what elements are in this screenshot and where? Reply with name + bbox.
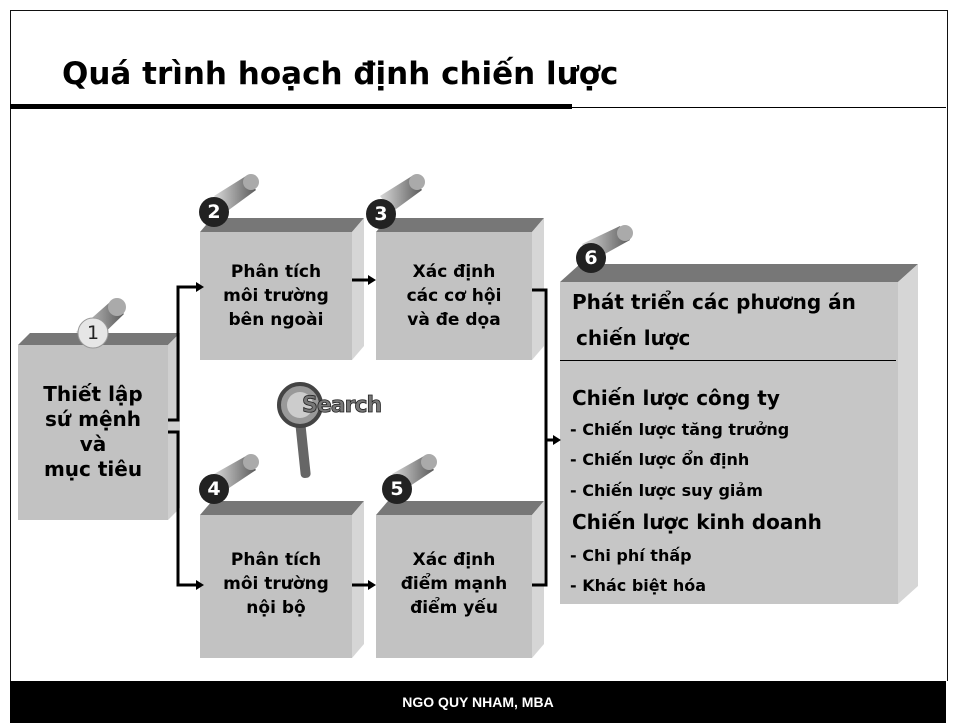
badge-number-3: 3 [374,203,388,225]
step-2-line: bên ngoài [228,310,324,330]
step-1-text [18,372,168,492]
corporate-strategy-item: - Chiến lược tăng trưởng [570,420,790,439]
step-1-line: sứ mệnh [45,407,141,431]
step-6-text [562,282,898,604]
step-3-line: Xác định [412,262,496,282]
step-6-heading-line-2: chiến lược [576,326,691,350]
step-5-line: điểm mạnh [400,574,508,594]
step-1-line: mục tiêu [43,457,143,481]
badge-number-2: 2 [207,201,221,223]
step-5-line: điểm yếu [410,598,498,618]
step-2-line: Phân tích [230,262,322,282]
step-5-text [376,542,532,626]
step-4-line: Phân tích [230,550,322,570]
badge-number-5: 5 [390,478,404,500]
corporate-strategy-item: - Chiến lược ổn định [570,450,750,469]
badge-number-1: 1 [86,322,100,344]
business-strategy-item: - Khác biệt hóa [570,576,707,595]
step-3-line: và đe dọa [407,310,501,330]
step-2-text [200,254,352,338]
slide-footer: NGO QUY NHAM, MBA [10,681,946,723]
badge-number-4: 4 [207,478,221,500]
step-4-text [200,542,352,626]
step-5-line: Xác định [412,550,496,570]
slide-title: Quá trình hoạch định chiến lược [62,56,619,92]
step-6-heading: Phát triển các phương án [572,290,856,314]
corporate-strategy-item: - Chiến lược suy giảm [570,481,763,500]
step-6-divider [560,360,896,361]
step-4-line: môi trường [223,574,329,594]
step-1-line: và [79,432,107,456]
business-strategy-title: Chiến lược kinh doanh [572,510,822,534]
step-1-line: Thiết lập [43,382,143,406]
business-strategy-item: - Chi phí thấp [570,546,692,565]
step-4-line: nội bộ [246,598,306,618]
step-3-text [376,254,532,338]
step-2-line: môi trường [223,286,329,306]
search-label: Search [302,393,382,418]
corporate-strategy-title: Chiến lược công ty [572,386,780,410]
badge-number-6: 6 [584,247,598,269]
step-3-line: các cơ hội [406,286,502,306]
